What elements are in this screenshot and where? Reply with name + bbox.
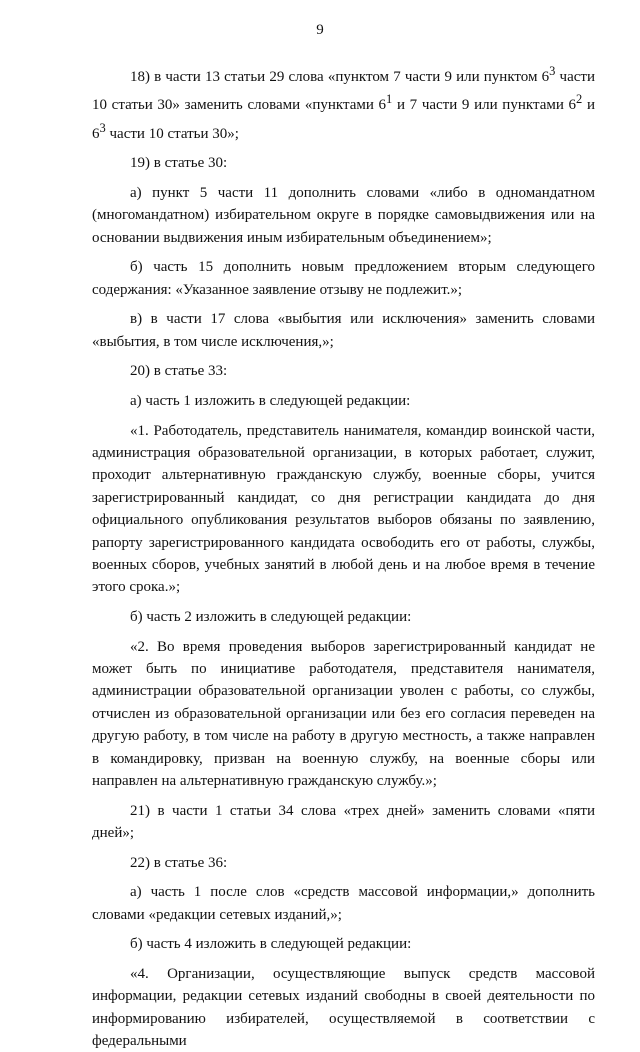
page-number: 9 bbox=[316, 22, 324, 38]
paragraph: б) часть 4 изложить в следующей редакции: bbox=[130, 936, 412, 953]
paragraph: 20) в статье 33: bbox=[130, 363, 228, 380]
paragraph: б) часть 15 дополнить новым предложением вторым следующего содержания: «Указанное заявление отзыву не подлежит.»; bbox=[92, 259, 595, 298]
paragraph: а) часть 1 изложить в следующей редакции: bbox=[130, 393, 411, 409]
paragraph: б) часть 2 изложить в следующей редакции: bbox=[130, 609, 412, 626]
paragraph: 21) в части 1 статьи 34 слова «трех дней» заменить словами «пяти дней»; bbox=[92, 802, 595, 842]
paragraph: а) часть 1 после слов «средств массовой информации,» дополнить словами «редакции сетевых изданий,»; bbox=[92, 884, 595, 923]
paragraph: «1. Работодатель, представитель нанимателя, командир воинской части, администрация образовательной организации, в которых работает, служит, проходит альтернативную гражданскую службу, военные сборы, учится зарегистрированный кандидат, со дня регистрации кандидата до дня официального опубликования результатов выборов обязаны по заявлению, рапорту зарегистрированного кандидата освободить его от работы, службы, военных сборов, учебных занятий в любой день и на любое время в течение этого срока.»; bbox=[92, 422, 595, 596]
paragraph: «2. Во время проведения выборов зарегистрированный кандидат не может быть по инициативе работодателя, представителя нанимателя, администрации образовательной организации уволен с работы, со службы, отчислен из образовательной организации или без его согласия переведен на другую работу, в том числе на работу в другую местность, а также направлен в командировку, призван на военную службу, на военные сборы или направлен на альтернативную гражданскую службу.»; bbox=[92, 638, 595, 790]
document-body bbox=[92, 60, 595, 1052]
paragraph: в) в части 17 слова «выбытия или исключения» заменить словами «выбытия, в том числе исключения,»; bbox=[92, 311, 595, 350]
paragraph: а) пункт 5 части 11 дополнить словами «либо в одномандатном (многомандатном) избирательном округе в порядке самовыдвижения или на основании выдвижения иным избирательным объединением»; bbox=[92, 185, 595, 246]
paragraph: 22) в статье 36: bbox=[130, 854, 228, 871]
paragraph: 18) в части 13 статьи 29 слова «пунктом 7 части 9 или пунктом $6^3$ части 10 статьи 30» заменить словами «пунктами $6^1$ и 7 части 9 или пунктами $6^2$ и $6^3$ части 10 статьи 30»; bbox=[92, 64, 595, 142]
paragraph: 19) в статье 30: bbox=[130, 155, 228, 172]
paragraph: «4. Организации, осуществляющие выпуск средств массовой информации, редакции сетевых изданий свободны в своей деятельности по информированию избирателей, осуществляемой в соответствии с федеральными bbox=[92, 965, 595, 1050]
